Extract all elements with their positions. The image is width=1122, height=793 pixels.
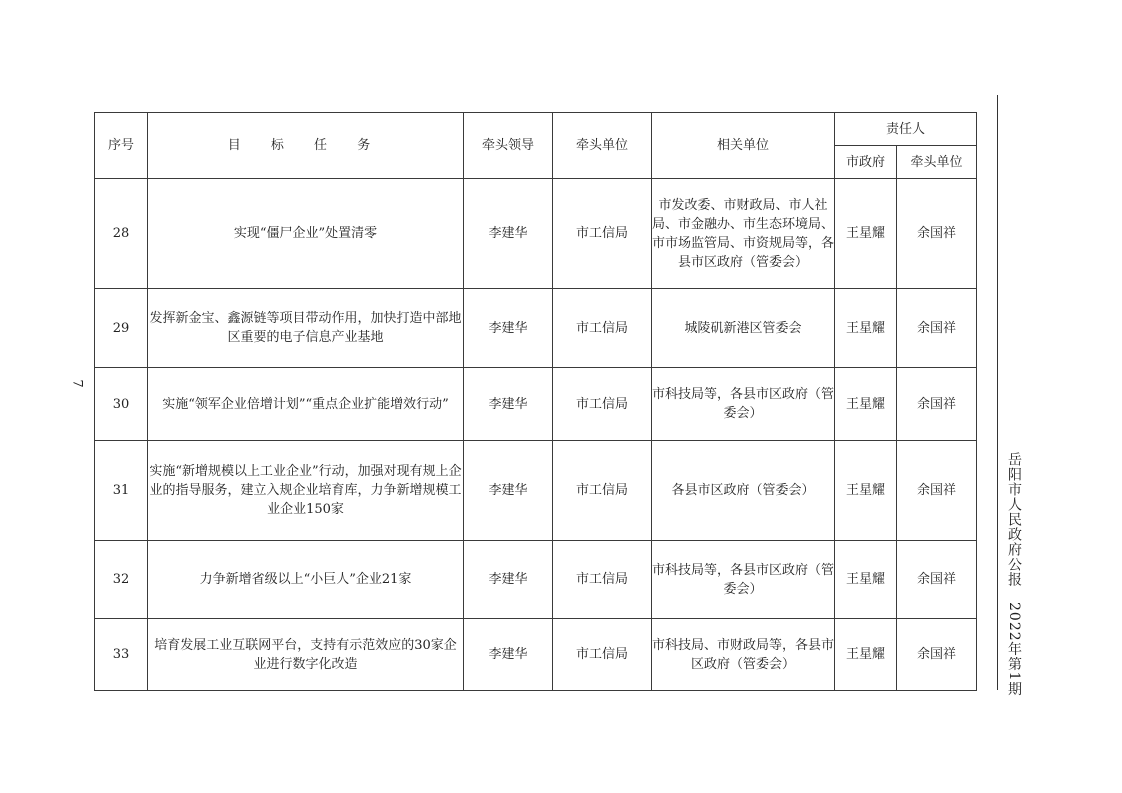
row-leader: 李建华 bbox=[464, 368, 553, 441]
header-resp-gov: 市政府 bbox=[835, 146, 897, 179]
row-no: 29 bbox=[95, 289, 148, 368]
row-resp-unit: 余国祥 bbox=[897, 619, 977, 691]
row-lead-unit: 市工信局 bbox=[553, 289, 652, 368]
row-resp-unit: 余国祥 bbox=[897, 368, 977, 441]
row-leader: 李建华 bbox=[464, 179, 553, 289]
header-related: 相关单位 bbox=[652, 113, 835, 179]
row-lead-unit: 市工信局 bbox=[553, 541, 652, 619]
row-related: 各县市区政府（管委会） bbox=[652, 441, 835, 541]
row-resp-unit: 余国祥 bbox=[897, 289, 977, 368]
row-related: 市科技局等，各县市区政府（管委会） bbox=[652, 541, 835, 619]
row-resp-unit: 余国祥 bbox=[897, 441, 977, 541]
table-row bbox=[95, 179, 977, 289]
row-lead-unit: 市工信局 bbox=[553, 619, 652, 691]
row-leader: 李建华 bbox=[464, 289, 553, 368]
task-table bbox=[94, 112, 977, 691]
row-related: 市科技局等，各县市区政府（管委会） bbox=[652, 368, 835, 441]
table-row bbox=[95, 619, 977, 691]
margin-divider bbox=[997, 95, 998, 690]
row-leader: 李建华 bbox=[464, 619, 553, 691]
row-related: 市科技局、市财政局等，各县市区政府（管委会） bbox=[652, 619, 835, 691]
header-resp-unit: 牵头单位 bbox=[897, 146, 977, 179]
row-no: 32 bbox=[95, 541, 148, 619]
row-no: 33 bbox=[95, 619, 148, 691]
row-leader: 李建华 bbox=[464, 441, 553, 541]
header-leader: 牵头领导 bbox=[464, 113, 553, 179]
row-no: 30 bbox=[95, 368, 148, 441]
table-row bbox=[95, 368, 977, 441]
publication-title: 岳阳市人民政府公报 2022年第1期 bbox=[1006, 452, 1022, 697]
header-lead-unit: 牵头单位 bbox=[553, 113, 652, 179]
row-no: 31 bbox=[95, 441, 148, 541]
table-row bbox=[95, 541, 977, 619]
header-task: 目 标 任 务 bbox=[148, 113, 464, 179]
row-task: 实施“新增规模以上工业企业”行动，加强对现有规上企业的指导服务，建立入规企业培育库，力争新增规模工业企业150家 bbox=[148, 441, 464, 541]
table-row bbox=[95, 289, 977, 368]
row-task: 培育发展工业互联网平台，支持有示范效应的30家企业进行数字化改造 bbox=[148, 619, 464, 691]
row-lead-unit: 市工信局 bbox=[553, 441, 652, 541]
row-no: 28 bbox=[95, 179, 148, 289]
row-resp-unit: 余国祥 bbox=[897, 541, 977, 619]
row-task: 力争新增省级以上“小巨人”企业21家 bbox=[148, 541, 464, 619]
row-resp-gov: 王星耀 bbox=[835, 179, 897, 289]
header-seq: 序号 bbox=[95, 113, 148, 179]
row-lead-unit: 市工信局 bbox=[553, 179, 652, 289]
row-resp-gov: 王星耀 bbox=[835, 368, 897, 441]
page-number: 7 bbox=[69, 379, 85, 388]
table-row bbox=[95, 441, 977, 541]
row-leader: 李建华 bbox=[464, 541, 553, 619]
row-related: 城陵矶新港区管委会 bbox=[652, 289, 835, 368]
row-related: 市发改委、市财政局、市人社局、市金融办、市生态环境局、市市场监管局、市资规局等，各县市区政府（管委会） bbox=[652, 179, 835, 289]
row-resp-gov: 王星耀 bbox=[835, 619, 897, 691]
row-resp-gov: 王星耀 bbox=[835, 541, 897, 619]
row-task: 发挥新金宝、鑫源链等项目带动作用，加快打造中部地区重要的电子信息产业基地 bbox=[148, 289, 464, 368]
header-responsible: 责任人 bbox=[835, 113, 977, 146]
row-task: 实现“僵尸企业”处置清零 bbox=[148, 179, 464, 289]
row-resp-unit: 余国祥 bbox=[897, 179, 977, 289]
row-resp-gov: 王星耀 bbox=[835, 441, 897, 541]
header-row bbox=[95, 113, 977, 146]
row-resp-gov: 王星耀 bbox=[835, 289, 897, 368]
row-lead-unit: 市工信局 bbox=[553, 368, 652, 441]
row-task: 实施“领军企业倍增计划”“重点企业扩能增效行动” bbox=[148, 368, 464, 441]
